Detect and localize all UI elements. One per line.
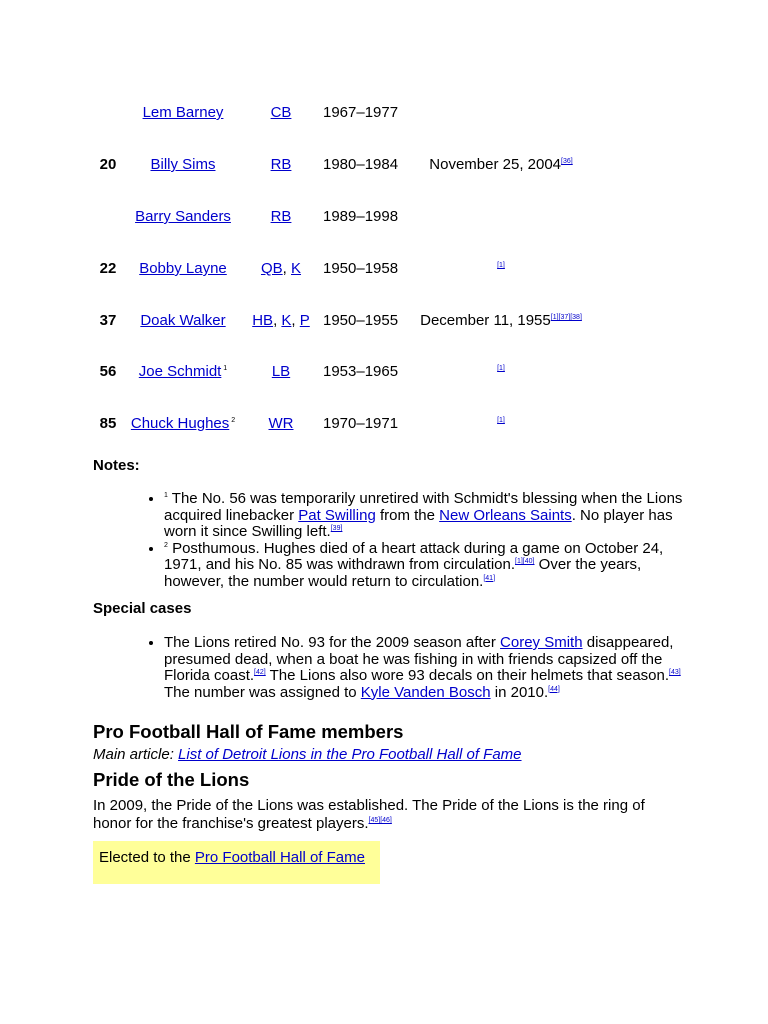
reference-link[interactable]: [44] [548, 685, 560, 693]
special-cases-label: Special cases [93, 600, 192, 617]
position-link[interactable]: RB [270, 156, 292, 173]
years-played: 1970–1971 [323, 415, 399, 432]
years-played: 1980–1984 [323, 156, 399, 173]
pride-heading: Pride of the Lions [93, 769, 250, 790]
note-marker: 1 [164, 492, 168, 499]
reference-link[interactable]: [1] [497, 365, 505, 372]
pat-swilling-link[interactable]: Pat Swilling [298, 506, 376, 524]
separator: , [291, 312, 300, 329]
special-cases-list [93, 635, 683, 701]
player-name-cell [124, 412, 242, 436]
retirement-date-cell [406, 257, 596, 281]
retirement-date: November 25, 2004 [429, 156, 562, 173]
player-link[interactable]: Bobby Layne [139, 260, 227, 277]
position-cell [248, 257, 314, 281]
player-link[interactable]: Billy Sims [150, 156, 216, 173]
hof-heading: Pro Football Hall of Fame members [93, 721, 404, 742]
player-name-cell [124, 257, 242, 281]
reference-link[interactable]: [1][37][38] [550, 314, 582, 321]
main-article-note: Main article: List of Detroit Lions in the Pro Football Hall of Fame [93, 746, 522, 763]
years-played: 1953–1965 [323, 363, 399, 380]
jersey-number: 20 [99, 156, 117, 173]
position-cell [248, 153, 314, 177]
jersey-number: 56 [99, 363, 117, 380]
reference-link[interactable]: [41] [483, 574, 496, 582]
player-name-cell [124, 309, 242, 333]
player-link[interactable]: Joe Schmidt [138, 363, 222, 380]
new-orleans-saints-link[interactable]: New Orleans Saints [439, 506, 572, 524]
position-link[interactable]: WR [268, 415, 294, 432]
position-link[interactable]: K [291, 260, 302, 277]
player-link[interactable]: Lem Barney [142, 104, 224, 121]
kyle-vanden-bosch-link[interactable]: Kyle Vanden Bosch [360, 683, 491, 701]
table-row [0, 412, 768, 436]
retirement-date-cell [406, 360, 596, 384]
table-row [0, 360, 768, 384]
special-case-item: • The Lions retired No. 93 for the 2009 season after Corey Smith disappeared, presumed dead, when a boat he was fishing in with friends capsized off the Florida coast.[42] The Lions also wore 93 decals on their helmets that season.[43] The number was assigned to Kyle Vanden Bosch in 2010.[44] [164, 635, 683, 701]
pride-paragraph: In 2009, the Pride of the Lions was established. The Pride of the Lions is the ring of honor for the franchise's greatest players.[45][46] [93, 797, 645, 832]
note-marker: 1 [221, 365, 228, 372]
position-cell [248, 360, 314, 384]
years-played: 1989–1998 [323, 208, 399, 225]
reference-link[interactable]: [1] [497, 417, 505, 424]
hof-list-link[interactable]: List of Detroit Lions in the Pro Football Hall of Fame [178, 746, 522, 763]
position-cell [248, 412, 314, 436]
table-row [0, 309, 768, 333]
reference-link[interactable]: [36] [561, 158, 573, 165]
player-name-cell [124, 101, 242, 125]
corey-smith-link[interactable]: Corey Smith [500, 634, 583, 651]
position-cell [248, 205, 314, 229]
reference-link[interactable]: [1][40] [515, 558, 535, 565]
hof-legend-link[interactable]: Pro Football Hall of Fame [194, 849, 365, 866]
separator: , [273, 312, 282, 329]
reference-link[interactable]: [39] [330, 525, 343, 532]
years-played: 1950–1955 [323, 312, 399, 329]
player-link[interactable]: Chuck Hughes [130, 415, 230, 432]
position-link[interactable]: P [299, 312, 310, 329]
hof-legend-box: Elected to the Pro Football Hall of Fame [93, 841, 380, 884]
years-played: 1950–1958 [323, 260, 399, 277]
player-name-cell [124, 205, 242, 229]
note-item: • $^1$ The No. 56 was temporarily unretired with Schmidt's blessing when the Lions acquired linebacker Pat Swilling from the New Orleans Saints. No player has worn it since Swilling left.[39] [164, 491, 683, 541]
position-link[interactable]: CB [270, 104, 292, 121]
years-played: 1967–1977 [323, 104, 399, 121]
position-link[interactable]: RB [270, 208, 292, 225]
table-row [0, 101, 768, 125]
player-name-cell [124, 360, 242, 384]
player-link[interactable]: Barry Sanders [135, 208, 231, 225]
retirement-date: December 11, 1955 [420, 312, 551, 329]
reference-link[interactable]: [42] [254, 669, 266, 676]
table-row [0, 257, 768, 281]
position-cell [248, 101, 314, 125]
position-link[interactable]: K [281, 312, 292, 329]
notes-label: Notes: [93, 457, 140, 474]
reference-link[interactable]: [43] [669, 669, 681, 676]
reference-link[interactable]: [1] [497, 262, 505, 269]
position-link[interactable]: LB [271, 363, 291, 380]
position-link[interactable]: QB [260, 260, 283, 277]
player-name-cell [124, 153, 242, 177]
jersey-number: 37 [99, 312, 117, 329]
reference-link[interactable]: [45][46] [368, 817, 392, 824]
table-row [0, 205, 768, 229]
retirement-date-cell [406, 412, 596, 436]
retirement-date-cell [406, 153, 596, 177]
note-marker: 2 [229, 417, 236, 424]
retirement-date-cell [406, 309, 596, 333]
player-link[interactable]: Doak Walker [140, 312, 226, 329]
note-item: • $^2$ Posthumous. Hughes died of a heart attack during a game on October 24, 1971, and his No. 85 was withdrawn from circulation.[1][40] Over the years, however, the number would return to circulation.[41] [164, 541, 683, 591]
separator: , [282, 260, 291, 277]
note-marker: 2 [164, 541, 168, 549]
notes-list [93, 491, 683, 590]
jersey-number: 22 [99, 260, 117, 277]
position-cell [248, 309, 314, 333]
position-link[interactable]: HB [252, 312, 274, 329]
jersey-number: 85 [99, 415, 117, 432]
table-row [0, 153, 768, 177]
